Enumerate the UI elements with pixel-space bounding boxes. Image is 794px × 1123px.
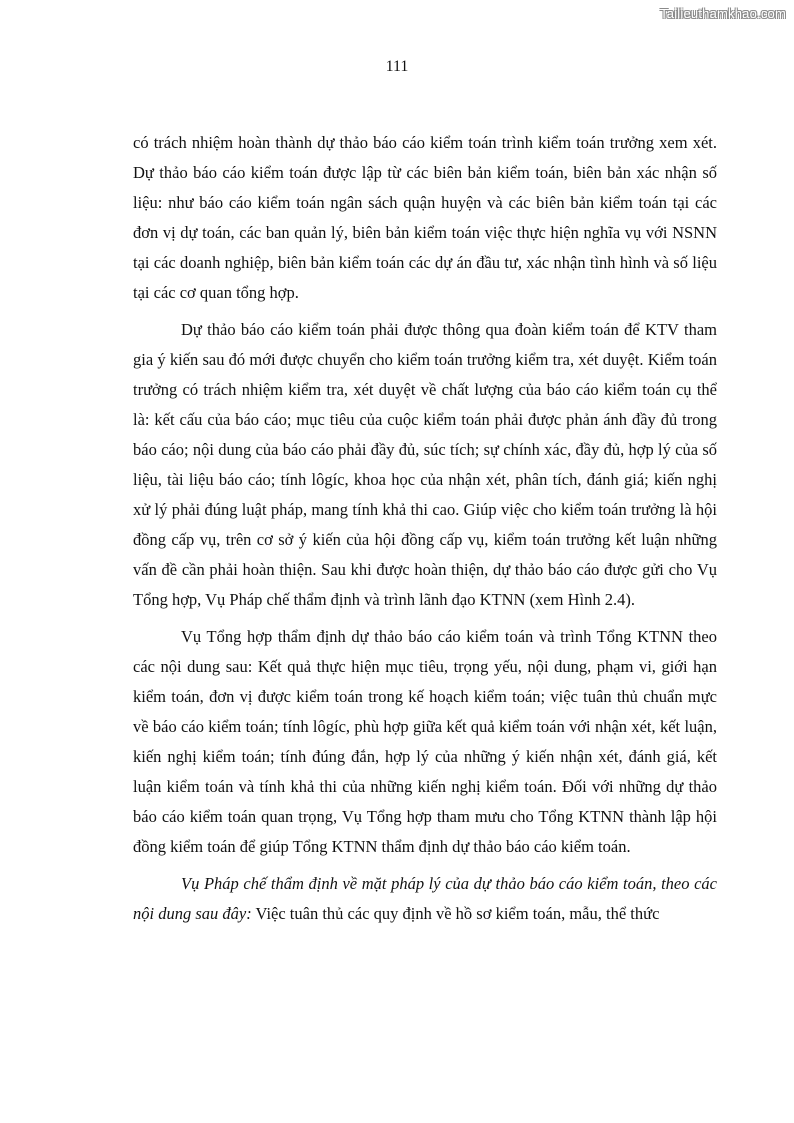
document-body [133,128,717,936]
paragraph-1: có trách nhiệm hoàn thành dự thảo báo cáo kiểm toán trình kiểm toán trưởng xem xét. Dự thảo báo cáo kiểm toán được lập từ các biên bản kiểm toán, biên bản xác nhận số liệu: như báo cáo kiểm toán ngân sách quận huyện và các biên bản kiểm toán tại các đơn vị dự toán, các ban quản lý, biên bản kiểm toán việc thực hiện nghĩa vụ với NSNN tại các doanh nghiệp, biên bản kiểm toán các dự án đầu tư, xác nhận tình hình và số liệu tại các cơ quan tổng hợp. [133,133,717,302]
watermark: Tailieuthamkhao.com [660,6,786,21]
paragraph-4-text: Việc tuân thủ các quy định về hồ sơ kiểm toán, mẫu, thể thức [251,904,660,923]
paragraph-4-italic-lead: Vụ Pháp chế thẩm định về mặt pháp lý của dự thảo báo cáo kiểm toán, theo các nội dung sau đây: [133,874,717,923]
paragraph-2: Dự thảo báo cáo kiểm toán phải được thông qua đoàn kiểm toán để KTV tham gia ý kiến sau đó mới được chuyển cho kiểm toán trưởng kiểm tra, xét duyệt. Kiểm toán trưởng có trách nhiệm kiểm tra, xét duyệt về chất lượng của báo cáo kiểm toán cụ thể là: kết cấu của báo cáo; mục tiêu của cuộc kiểm toán phải được phản ánh đầy đủ trong báo cáo; nội dung của báo cáo phải đầy đủ, súc tích; sự chính xác, đầy đủ, hợp lý của số liệu, tài liệu báo cáo; tính lôgíc, khoa học của nhận xét, phân tích, đánh giá; kiến nghị xử lý phải đúng luật pháp, mang tính khả thi cao. Giúp việc cho kiểm toán trưởng là hội đồng cấp vụ, trên cơ sở ý kiến của hội đồng cấp vụ, kiểm toán trưởng kết luận những vấn đề cần phải hoàn thiện. Sau khi được hoàn thiện, dự thảo báo cáo được gửi cho Vụ Tổng hợp, Vụ Pháp chế thẩm định và trình lãnh đạo KTNN (xem Hình 2.4). [133,320,717,609]
paragraph-4 [133,869,717,929]
page-number: 111 [385,58,409,75]
paragraph-3: Vụ Tổng hợp thẩm định dự thảo báo cáo kiểm toán và trình Tổng KTNN theo các nội dung sau: Kết quả thực hiện mục tiêu, trọng yếu, nội dung, phạm vi, giới hạn kiểm toán, đơn vị được kiểm toán trong kế hoạch kiểm toán; việc tuân thủ chuẩn mực về báo cáo kiểm toán; tính lôgíc, phù hợp giữa kết quả kiểm toán với nhận xét, kết luận, kiến nghị kiểm toán; tính đúng đắn, hợp lý của những ý kiến nhận xét, đánh giá, kết luận kiểm toán và tính khả thi của những kiến nghị kiểm toán. Đối với những dự thảo báo cáo kiểm toán quan trọng, Vụ Tổng hợp tham mưu cho Tổng KTNN thành lập hội đồng kiểm toán để giúp Tổng KTNN thẩm định dự thảo báo cáo kiểm toán. [133,627,717,856]
